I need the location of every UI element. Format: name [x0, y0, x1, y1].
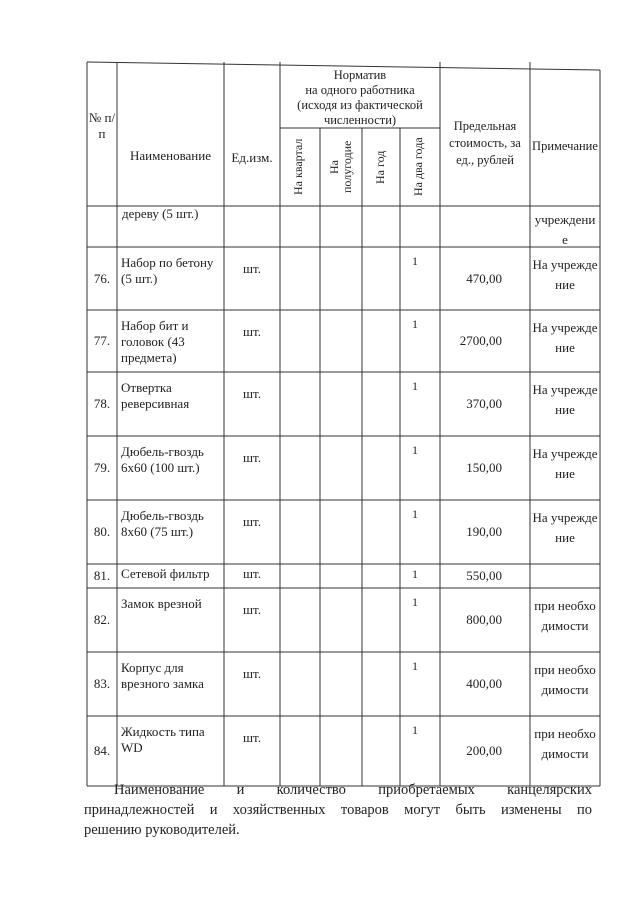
row-qty-two-years: 1 [412, 379, 418, 393]
row-note: На учреждение [532, 382, 598, 417]
footer-line-3: решению руководителей. [84, 822, 240, 838]
row-price: 200,00 [466, 743, 502, 758]
row-qty-two-years: 1 [412, 317, 418, 331]
carryover-note: учреждение [534, 212, 596, 247]
row-number: 78. [93, 396, 111, 411]
header-year: На год [373, 150, 387, 184]
row-price: 370,00 [466, 396, 502, 411]
row-number: 84. [93, 743, 111, 758]
row-note: при необходимости [534, 726, 596, 761]
row-price: 190,00 [466, 524, 502, 539]
row-name: Жидкость типа WD [121, 724, 205, 755]
row-name: Сетевой фильтр [121, 566, 210, 581]
row-qty-two-years: 1 [412, 723, 418, 737]
row-unit: шт. [243, 261, 261, 276]
row-name: Дюбель-гвоздь 6х60 (100 шт.) [121, 444, 204, 475]
row-unit: шт. [243, 514, 261, 529]
header-unit: Ед.изм. [231, 150, 273, 165]
row-qty-two-years: 1 [412, 567, 418, 581]
document-page: № п/п Наименование Ед.изм. Норматив на одного работника (исходя из фактической численности) На квартал На полугодие На год На два года Предельная стоимость, за ед., рублей Примечание дереву (5 шт.) учреждение 76. Набор по бетону (5 шт.) шт. 1 470,00 На учреждение 77. Набор бит и головок (43 предмета) шт. 1 2700,00 На учреждение 78. Отвертка реверсивная шт. 1 370,00 На учреждение 79. Дюбель-гвоздь 6х60 (100 шт.) шт. 1 150,00 На учреждение 80. Дюбель-гвоздь 8х60 (75 шт.) шт. 1 190,00 На учреждение 81. Сетевой фильтр шт. 1 550,00 82. Замок врезной шт. 1 800,00 при необходимости 83. Корпус для врезного замка шт. 1 400,00 при необходимости 84. Жидкость типа WD шт. 1 200,00 при необходимости Наименование и количество приобретаемых канцелярских принадлежностей и хозяйственных товаров могут быть изменены по решению руководителей. [0, 0, 640, 905]
header-halfyear: На полугодие [327, 140, 354, 194]
header-price: Предельная стоимость, за ед., рублей [449, 119, 521, 167]
row-unit: шт. [243, 450, 261, 465]
row-name: Отвертка реверсивная [121, 380, 190, 411]
row-note: На учреждение [532, 510, 598, 545]
row-qty-two-years: 1 [412, 507, 418, 521]
row-qty-two-years: 1 [412, 254, 418, 268]
row-unit: шт. [243, 602, 261, 617]
row-name: Замок врезной [121, 596, 202, 611]
row-number: 83. [93, 676, 111, 691]
header-num: № п/п [88, 110, 116, 141]
row-number: 82. [93, 612, 111, 627]
header-quarter: На квартал [291, 138, 305, 196]
row-unit: шт. [243, 324, 261, 339]
row-unit: шт. [243, 730, 261, 745]
header-name: Наименование [130, 148, 211, 163]
row-note: На учреждение [532, 446, 598, 481]
row-number: 79. [93, 460, 111, 475]
row-number: 81. [93, 568, 111, 583]
row-qty-two-years: 1 [412, 659, 418, 673]
row-price: 400,00 [466, 676, 502, 691]
row-note: при необходимости [534, 598, 596, 633]
row-note: На учреждение [532, 320, 598, 355]
row-unit: шт. [243, 386, 261, 401]
footer-paragraph [84, 780, 592, 840]
row-qty-two-years: 1 [412, 443, 418, 457]
row-price: 2700,00 [459, 333, 502, 348]
row-qty-two-years: 1 [412, 595, 418, 609]
row-price: 150,00 [466, 460, 502, 475]
row-price: 550,00 [466, 568, 502, 583]
footer-line-2: принадлежностей и хозяйственных товаров могут быть изменены по [84, 802, 592, 818]
row-unit: шт. [243, 566, 261, 581]
row-note: при необходимости [534, 662, 596, 697]
row-price: 470,00 [466, 270, 502, 286]
row-name: Набор по бетону (5 шт.) [121, 255, 214, 286]
row-number: 80. [93, 524, 111, 539]
row-number: 76. [93, 270, 111, 286]
row-unit: шт. [243, 666, 261, 681]
row-name: Корпус для врезного замка [121, 660, 204, 691]
carryover-name: дереву (5 шт.) [122, 206, 199, 221]
row-name: Дюбель-гвоздь 8х60 (75 шт.) [121, 508, 204, 539]
row-price: 800,00 [466, 612, 502, 627]
row-note: На учреждение [532, 257, 598, 292]
header-note: Примечание [532, 139, 598, 153]
footer-line-1: Наименование и количество приобретаемых канцелярских [114, 782, 592, 798]
row-number: 77. [93, 333, 111, 348]
header-twoyears: На два года [411, 137, 425, 197]
row-name: Набор бит и головок (43 предмета) [121, 318, 189, 365]
